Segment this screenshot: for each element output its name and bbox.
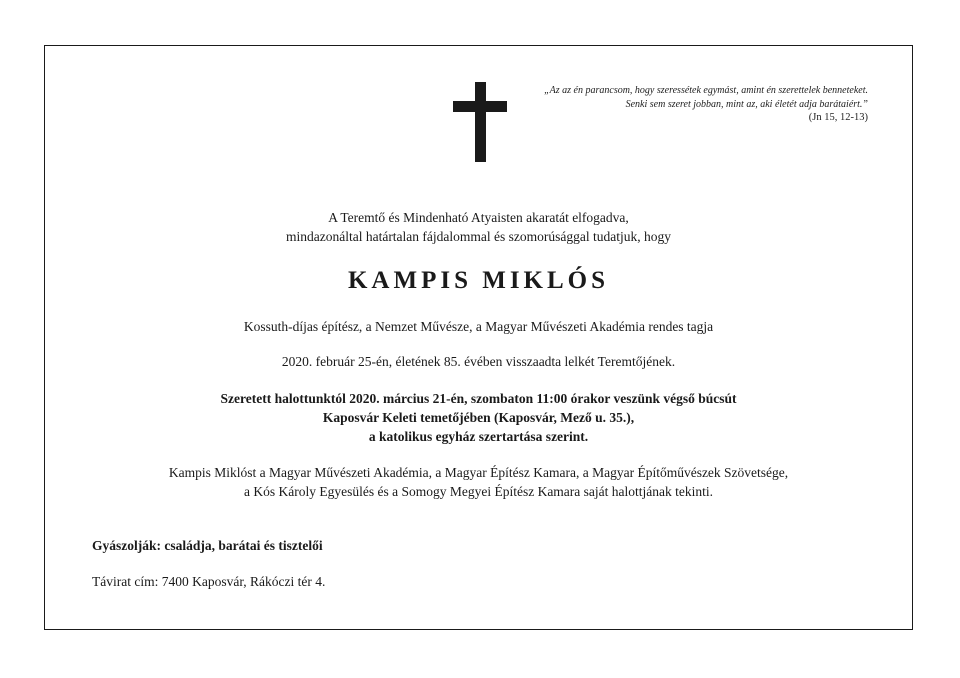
quote-line-1: „Az az én parancsom, hogy szeressétek egymást, amint én szerettelek benneteket. bbox=[544, 85, 868, 96]
telegram-address: Távirat cím: 7400 Kaposvár, Rákóczi tér 4. bbox=[92, 574, 326, 589]
bible-quote bbox=[544, 84, 868, 125]
death-announcement: 2020. február 25-én, életének 85. évében visszaadta lelkét Teremtőjének. bbox=[281, 354, 676, 369]
honor-line-2: a Kós Károly Egyesülés és a Somogy Megyei Építész Kamara saját halottjának tekinti. bbox=[244, 484, 713, 499]
quote-reference: (Jn 15, 12-13) bbox=[808, 112, 868, 123]
intro-text bbox=[44, 208, 913, 246]
funeral-line-2: Kaposvár Keleti temetőjében (Kaposvár, Mező u. 35.), bbox=[322, 410, 635, 425]
intro-line-1: A Teremtő és Mindenható Atyaisten akaratát elfogadva, bbox=[328, 210, 629, 225]
honor-line-1: Kampis Miklóst a Magyar Művészeti Akadémia, a Magyar Építész Kamara, a Magyar Építőművészek Szövetsége, bbox=[168, 465, 789, 480]
funeral-details bbox=[44, 389, 913, 446]
deceased-name: KAMPIS MIKLÓS bbox=[347, 267, 610, 294]
cross-icon bbox=[453, 82, 507, 162]
quote-line-2: Senki sem szeret jobban, mint az, aki életét adja barátaiért.” bbox=[625, 98, 868, 110]
mourners-line: Gyászolják: családja, barátai és tisztelői bbox=[92, 538, 323, 553]
funeral-line-3: a katolikus egyház szertartása szerint. bbox=[368, 429, 589, 444]
funeral-line-1: Szeretett halottunktól 2020. március 21-én, szombaton 11:00 órakor veszünk végső búcsút bbox=[220, 391, 737, 406]
intro-line-2: mindazonáltal határtalan fájdalommal és szomorúsággal tudatjuk, hogy bbox=[285, 229, 671, 244]
honor-statement bbox=[44, 463, 913, 501]
deceased-titles: Kossuth-díjas építész, a Nemzet Művésze, a Magyar Művészeti Akadémia rendes tagja bbox=[243, 319, 714, 334]
